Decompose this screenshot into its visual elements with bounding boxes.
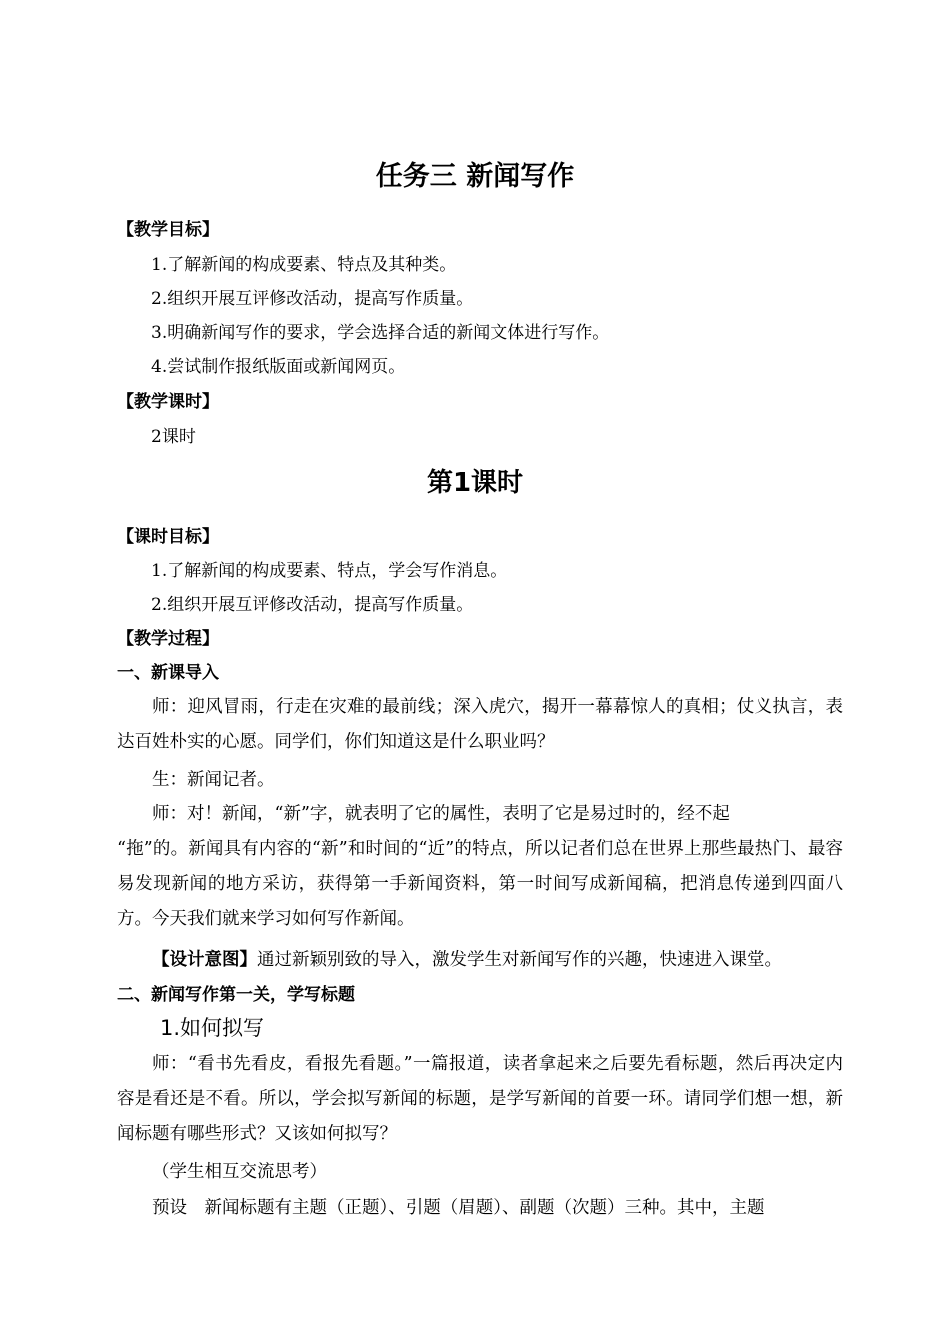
objective-item-2: 2.组织开展互评修改活动，提高写作质量。 [151,289,474,309]
design-intent-label: 【设计意图】 [152,950,257,970]
paragraph-teacher-intro: 师：迎风冒雨，行走在灾难的最前线；深入虎穴，揭开一幕幕惊人的真相；仗义执言，表达百姓朴实的心愿。同学们，你们知道这是什么职业吗？ [117,697,843,752]
lesson-title: 第1课时 [426,468,524,498]
design-intent-text: 通过新颖别致的导入，激发学生对新闻写作的兴趣，快速进入课堂。 [257,950,782,970]
document-title: 任务三 新闻写作 [375,161,575,192]
objectives-heading: 【教学目标】 [117,220,219,240]
objective-item-1: 1.了解新闻的构成要素、特点及其种类。 [151,255,457,275]
process-heading: 【教学过程】 [117,629,219,649]
section-heading-1: 一、新课导入 [117,663,219,683]
lesson-objective-item-2: 2.组织开展互评修改活动，提高写作质量。 [151,595,474,615]
hours-heading: 【教学课时】 [117,392,219,412]
objective-item-4: 4.尝试制作报纸版面或新闻网页。 [151,357,406,377]
subheading-how-to-draft: 1.如何拟写 [160,1016,265,1040]
paragraph-student-discussion: （学生相互交流思考） [152,1162,327,1182]
section-heading-2: 二、新闻写作第一关，学写标题 [117,985,355,1005]
paragraph-headline-intro: 师：“看书先看皮，看报先看题。”一篇报道，读者拿起来之后要先看标题，然后再决定内容是看还是不看。所以，学会拟写新闻的标题，是学写新闻的首要一环。请同学们想一想，新闻标题有哪些形式？又该如何拟写？ [117,1054,843,1144]
paragraph-teacher-reply-line1: 师：对！新闻，“新”字，就表明了它的属性，表明了它是易过时的，经不起 [152,804,730,824]
paragraph-preset: 预设 新闻标题有主题（正题）、引题（眉题）、副题（次题）三种。其中，主题 [152,1198,765,1218]
lesson-objective-item-1: 1.了解新闻的构成要素、特点，学会写作消息。 [151,561,508,581]
hours-value: 2课时 [151,427,196,447]
lesson-objectives-heading: 【课时目标】 [117,527,219,547]
design-intent [152,948,878,972]
paragraph-teacher-reply-rest: “拖”的。新闻具有内容的“新”和时间的“近”的特点，所以记者们总在世界上那些最热门、最容易发现新闻的地方采访，获得第一手新闻资料，第一时间写成新闻稿，把消息传递到四面八方。今天我们就来学习如何写作新闻。 [117,839,843,929]
paragraph-student-answer: 生：新闻记者。 [152,770,275,790]
objective-item-3: 3.明确新闻写作的要求，学会选择合适的新闻文体进行写作。 [151,323,610,343]
